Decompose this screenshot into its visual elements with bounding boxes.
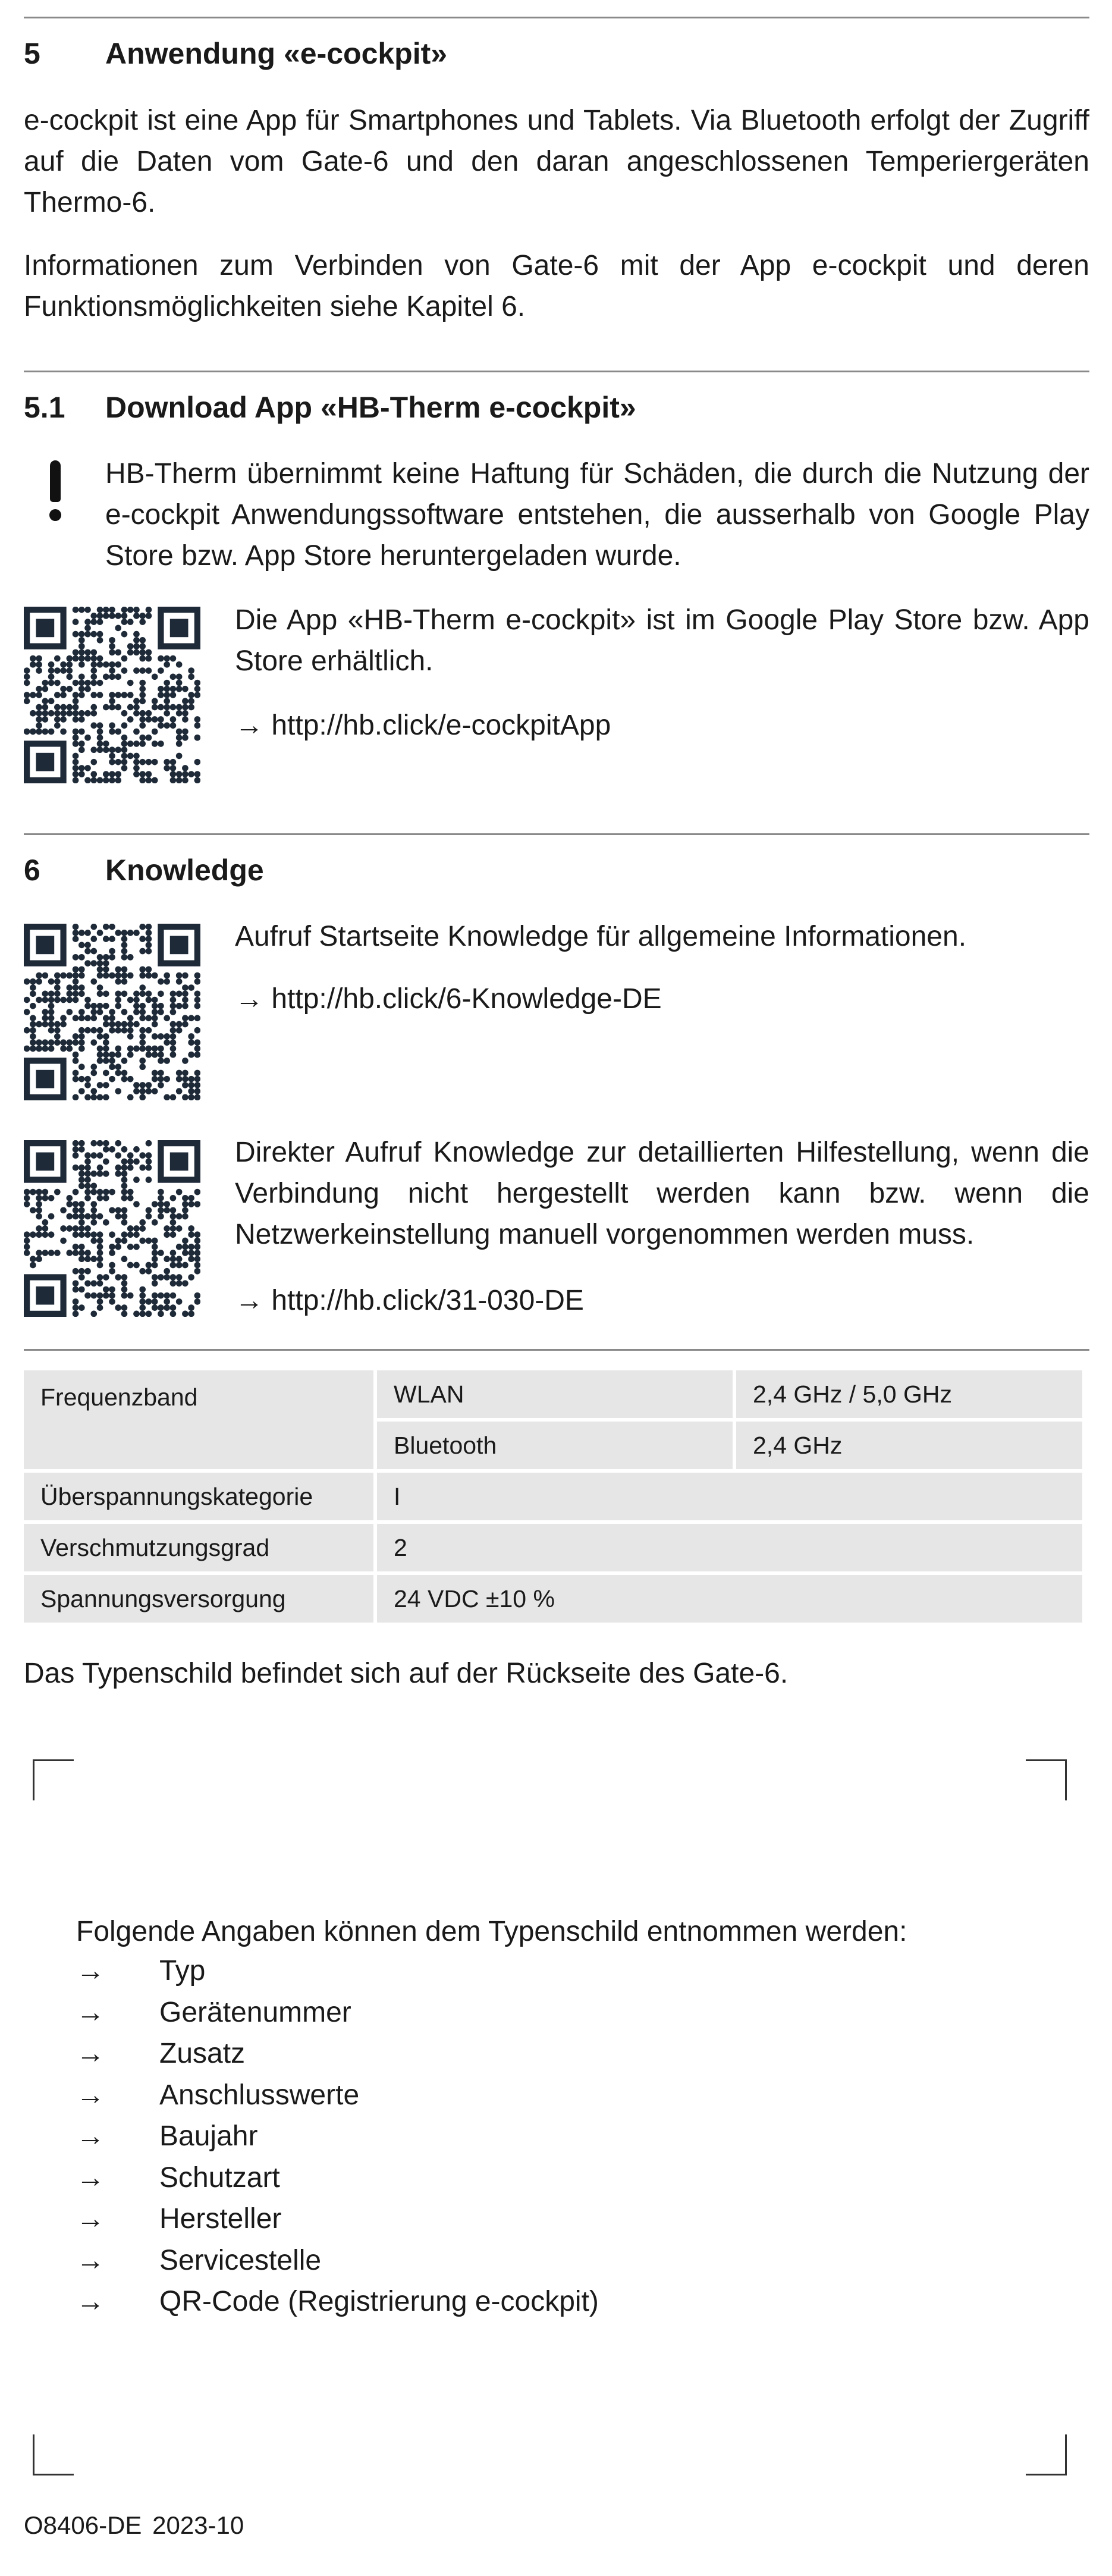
list-item-label: Hersteller (159, 2203, 282, 2235)
arrow-right-icon: → (76, 2038, 105, 2069)
section-title: Knowledge (105, 854, 264, 887)
frame-corner (1026, 2434, 1067, 2475)
table-cell: Bluetooth (377, 1422, 733, 1469)
app-availability-text: Die App «HB-Therm e-cockpit» ist im Google Play Store bzw. App Store erhältlich. (235, 604, 1089, 677)
table-row (24, 1370, 1082, 1418)
frame-corner (33, 2434, 74, 2475)
arrow-right-icon: → (76, 2079, 105, 2111)
section-title: Anwendung «e-cockpit» (105, 37, 448, 70)
section-divider (24, 833, 1089, 835)
app-download-link[interactable]: → http://hb.click/e-cockpitApp (235, 710, 611, 741)
warning-text: HB-Therm übernimmt keine Haftung für Schäden, die durch die Nutzung der e-cockpit Anwendungssoftware entstehen, die ausserhalb von Google Play Store bzw. App Store heruntergeladen wurde. (105, 458, 1089, 572)
list-item-label: Anschlusswerte (159, 2079, 360, 2111)
knowledge-start-text: Aufruf Startseite Knowledge für allgemeine Informationen. (235, 921, 967, 952)
table-cell: I (377, 1473, 1082, 1520)
frame-corner (33, 1759, 74, 1800)
list-item (76, 1953, 599, 1995)
table-cell: Überspannungskategorie (24, 1473, 373, 1520)
table-cell: 2 (377, 1524, 1082, 1571)
section-6-heading (24, 852, 264, 888)
spec-table (20, 1367, 1086, 1626)
table-cell: Spannungsversorgung (24, 1575, 373, 1623)
section-divider (24, 1349, 1089, 1351)
arrow-right-icon: → (76, 2120, 105, 2152)
knowledge-direct-text: Direkter Aufruf Knowledge zur detaillierten Hilfestellung, wenn die Verbindung nicht hergestellt werden kann bzw. wenn die Netzwerkeinstellung manuell vorgenommen werden muss. (235, 1137, 1089, 1250)
list-item (76, 2243, 599, 2285)
list-item (76, 2284, 599, 2326)
qr-code-icon (24, 1140, 200, 1317)
list-item (76, 1995, 599, 2037)
section-5-heading (24, 36, 447, 71)
table-cell: 2,4 GHz / 5,0 GHz (736, 1370, 1082, 1418)
document-footer: O8406-DE 2023-10 (24, 2511, 244, 2539)
section-number: 5.1 (24, 391, 65, 424)
list-item-label: Gerätenummer (159, 1996, 351, 2028)
list-item (76, 2078, 599, 2119)
table-row (24, 1473, 1082, 1520)
table-cell: 24 VDC ±10 % (377, 1575, 1082, 1623)
arrow-right-icon: → (76, 2244, 105, 2276)
arrow-right-icon: → (76, 2161, 105, 2194)
arrow-right-icon: → (76, 2286, 105, 2317)
label-info-intro: Folgende Angaben können dem Typenschild entnommen werden: (76, 1916, 907, 1947)
table-cell: Frequenzband (24, 1370, 373, 1469)
section-divider (24, 371, 1089, 372)
qr-code-icon (24, 924, 200, 1100)
qr-code-icon (24, 607, 200, 783)
table-row (24, 1575, 1082, 1623)
exclamation-icon (46, 460, 64, 526)
knowledge-start-link[interactable]: → http://hb.click/6-Knowledge-DE (235, 983, 662, 1015)
arrow-right-icon: → (76, 1955, 105, 1987)
table-cell: WLAN (377, 1370, 733, 1418)
typenschild-note: Das Typenschild befindet sich auf der Rückseite des Gate-6. (24, 1658, 789, 1689)
section-5-paragraph-2: Informationen zum Verbinden von Gate-6 mit der App e-cockpit und deren Funktionsmöglichkeiten siehe Kapitel 6. (24, 250, 1089, 322)
table-row (24, 1524, 1082, 1571)
frame-corner (1026, 1759, 1067, 1800)
list-item (76, 2160, 599, 2202)
list-item-label: Servicestelle (159, 2244, 322, 2276)
table-cell: 2,4 GHz (736, 1422, 1082, 1469)
section-5-paragraph-1: e-cockpit ist eine App für Smartphones und Tablets. Via Bluetooth erfolgt der Zugriff auf die Daten vom Gate-6 und den daran angeschlossenen Temperiergeräten Thermo-6. (24, 105, 1089, 218)
section-5-1-heading (24, 390, 636, 425)
list-item (76, 2201, 599, 2243)
list-item-label: Schutzart (159, 2161, 280, 2194)
table-cell: Verschmutzungsgrad (24, 1524, 373, 1571)
section-title: Download App «HB-Therm e-cockpit» (105, 391, 636, 424)
list-item-label: Baujahr (159, 2120, 258, 2152)
section-divider (24, 17, 1089, 18)
section-number: 5 (24, 37, 40, 70)
label-info-list (76, 1953, 599, 2326)
list-item (76, 2036, 599, 2078)
list-item (76, 2119, 599, 2160)
knowledge-direct-link[interactable]: → http://hb.click/31-030-DE (235, 1285, 584, 1316)
list-item-label: Typ (159, 1955, 206, 1987)
list-item-label: Zusatz (159, 2038, 246, 2069)
list-item-label: QR-Code (Registrierung e-cockpit) (159, 2286, 599, 2317)
arrow-right-icon: → (76, 2203, 105, 2235)
section-number: 6 (24, 854, 40, 887)
arrow-right-icon: → (76, 1996, 105, 2028)
